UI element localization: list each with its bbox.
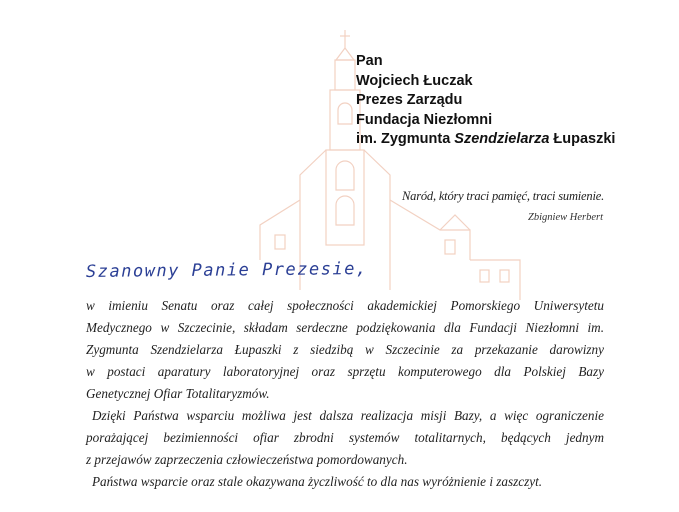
letter-body <box>86 295 604 493</box>
body-line: Państwa wsparcie oraz stale okazywana życzliwość to dla nas wyróżnienie i zaszczyt. <box>92 474 543 489</box>
body-line: Genetycznej Ofiar Totalitaryzmów. <box>86 386 270 401</box>
motto-quote: Naród, który traci pamięć, traci sumienie. <box>402 189 604 203</box>
recipient-organization-patron <box>356 130 615 150</box>
recipient-name: Wojciech Łuczak <box>356 72 473 89</box>
patron-prefix: im. Zygmunta <box>356 131 455 147</box>
body-line: w imieniu Senatu oraz całej społeczności akademickiej Pomorskiego Uniwersytetu <box>86 298 604 313</box>
recipient-organization: Fundacja Niezłomni <box>356 111 493 128</box>
patron-suffix: Łupaszki <box>549 131 616 147</box>
paragraph-3 <box>86 471 604 493</box>
body-line: porażającej bezimienności ofiar zbrodni systemów totalitarnych, będących jednym <box>86 430 604 445</box>
patron-italic-name: Szendzielarza <box>454 131 550 147</box>
body-line: w postaci aparatury laboratoryjnej oraz sprzętu komputerowego dla Polskiej Bazy <box>86 364 604 379</box>
body-line: Dzięki Państwa wsparciu możliwa jest dalsza realizacja misji Bazy, a więc ograniczenie <box>92 408 604 423</box>
paragraph-1 <box>86 295 604 405</box>
paragraph-2 <box>86 405 604 471</box>
handwritten-salutation: Szanowny Panie Prezesie, <box>85 259 368 282</box>
recipient-title: Pan <box>356 53 383 69</box>
body-line: z przejawów zaprzeczenia człowieczeństwa pomordowanych. <box>86 452 408 467</box>
recipient-address-block <box>356 52 615 150</box>
body-line: Zygmunta Szendzielarza Łupaszki z siedzibą w Szczecinie za przekazanie darowizny <box>86 342 604 357</box>
recipient-position: Prezes Zarządu <box>356 92 463 108</box>
body-line: Medycznego w Szczecinie, składam serdeczne podziękowania dla Fundacji Niezłomni im. <box>86 320 604 335</box>
motto-author: Zbigniew Herbert <box>528 212 603 223</box>
